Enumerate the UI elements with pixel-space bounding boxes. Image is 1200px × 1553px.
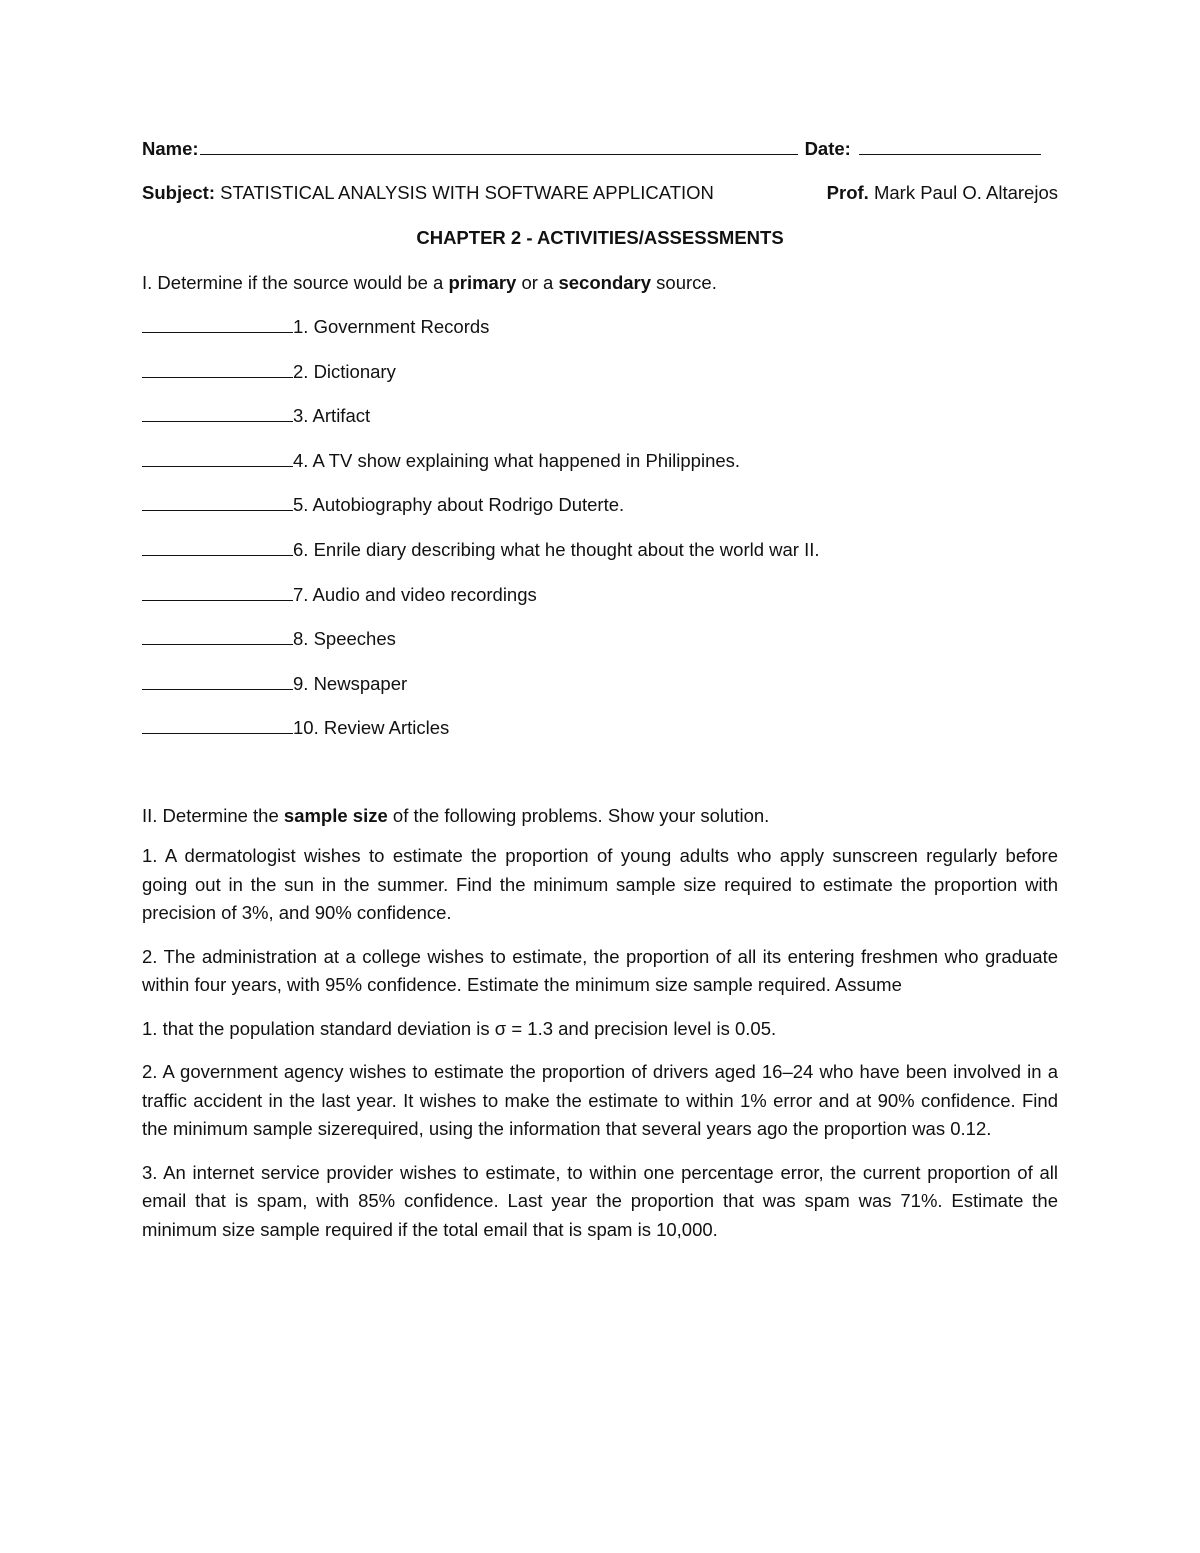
- subject-block: [142, 182, 714, 204]
- answer-blank-line: [142, 717, 293, 734]
- section1-keyword-secondary: secondary: [558, 272, 652, 293]
- problem-paragraph: 2. The administration at a college wishes to estimate, the proportion of all its entering freshmen who graduate within four years, with 95% confidence. Estimate the minimum size sample required. Assume: [142, 945, 1058, 996]
- name-date-row: [142, 138, 1058, 168]
- list-item: [142, 450, 1058, 472]
- list-item: [142, 494, 1058, 516]
- answer-blank-line: [142, 673, 293, 690]
- subject-value: STATISTICAL ANALYSIS WITH SOFTWARE APPLICATION: [220, 182, 714, 203]
- section2-keyword-sample-size: sample size: [283, 805, 388, 827]
- answer-blank-line: [142, 584, 293, 601]
- section1-intro-text: I. Determine if the source would be a: [142, 272, 449, 293]
- list-item: [142, 584, 1058, 606]
- item-text: 5. Autobiography about Rodrigo Duterte.: [293, 494, 625, 516]
- subject-prof-row: [142, 182, 1058, 204]
- problem-paragraph: 1. that the population standard deviation is σ = 1.3 and precision level is 0.05.: [142, 1017, 777, 1039]
- name-label: Name:: [142, 138, 199, 159]
- list-item: [142, 316, 1058, 338]
- date-label: Date:: [804, 138, 851, 159]
- answer-blank-line: [142, 494, 293, 511]
- section1-intro-text: or a: [516, 272, 559, 293]
- prof-value: Mark Paul O. Altarejos: [873, 182, 1058, 203]
- item-text: 2. Dictionary: [293, 360, 396, 382]
- prof-block: [827, 182, 1058, 204]
- prof-label: Prof.: [826, 182, 869, 203]
- answer-blank-line: [142, 450, 293, 467]
- list-item: [142, 405, 1058, 427]
- item-text: 4. A TV show explaining what happened in Philippines.: [293, 449, 741, 471]
- problem-paragraph: 2. A government agency wishes to estimate the proportion of drivers aged 16–24 who have been involved in a traffic accident in the last year. It wishes to make the estimate to within 1% error and at 90% confidence. Find the minimum sample sizerequired, using the information that several years ago the proportion was 0.12.: [142, 1061, 1058, 1140]
- worksheet-page: [142, 138, 1058, 1244]
- item-text: 10. Review Articles: [293, 717, 450, 739]
- answer-blank-line: [142, 405, 293, 422]
- section1-intro-text: source.: [651, 272, 717, 293]
- item-text: 6. Enrile diary describing what he thought about the world war II.: [293, 538, 820, 560]
- list-item: [142, 361, 1058, 383]
- page-title: CHAPTER 2 - ACTIVITIES/ASSESSMENTS: [416, 227, 784, 248]
- subject-label: Subject:: [142, 182, 215, 203]
- answer-blank-line: [142, 539, 293, 556]
- problem-paragraph: 1. A dermatologist wishes to estimate the proportion of young adults who apply sunscreen regularly before going out in the sun in the summer. Find the minimum sample size required to estimate the proportion with precision of 3%, and 90% confidence.: [142, 845, 1058, 924]
- date-blank-line: [859, 138, 1041, 155]
- item-text: 8. Speeches: [293, 628, 396, 650]
- answer-blank-line: [142, 628, 293, 645]
- list-item: [142, 539, 1058, 561]
- section1-instruction: [142, 272, 1058, 294]
- section1-item-list: [142, 316, 1058, 739]
- section2-instruction: [142, 805, 1058, 827]
- name-blank-line: [200, 138, 798, 155]
- section1-keyword-primary: primary: [448, 272, 517, 293]
- list-item: [142, 628, 1058, 650]
- item-text: 9. Newspaper: [293, 672, 408, 694]
- list-item: [142, 717, 1058, 739]
- section2-intro-text: II. Determine the: [142, 805, 284, 827]
- answer-blank-line: [142, 361, 293, 378]
- problem-paragraph: 3. An internet service provider wishes to estimate, to within one percentage error, the current proportion of all email that is spam, with 85% confidence. Last year the proportion that was spam was 71%. Estimate the minimum size sample required if the total email that is spam is 10,000.: [142, 1161, 1058, 1240]
- answer-blank-line: [142, 316, 293, 333]
- section2-problem-list: [142, 842, 1058, 1244]
- list-item: [142, 673, 1058, 695]
- item-text: 3. Artifact: [293, 405, 371, 427]
- item-text: 7. Audio and video recordings: [293, 583, 537, 605]
- section2-intro-text: of the following problems. Show your solution.: [387, 805, 770, 827]
- item-text: 1. Government Records: [293, 316, 490, 337]
